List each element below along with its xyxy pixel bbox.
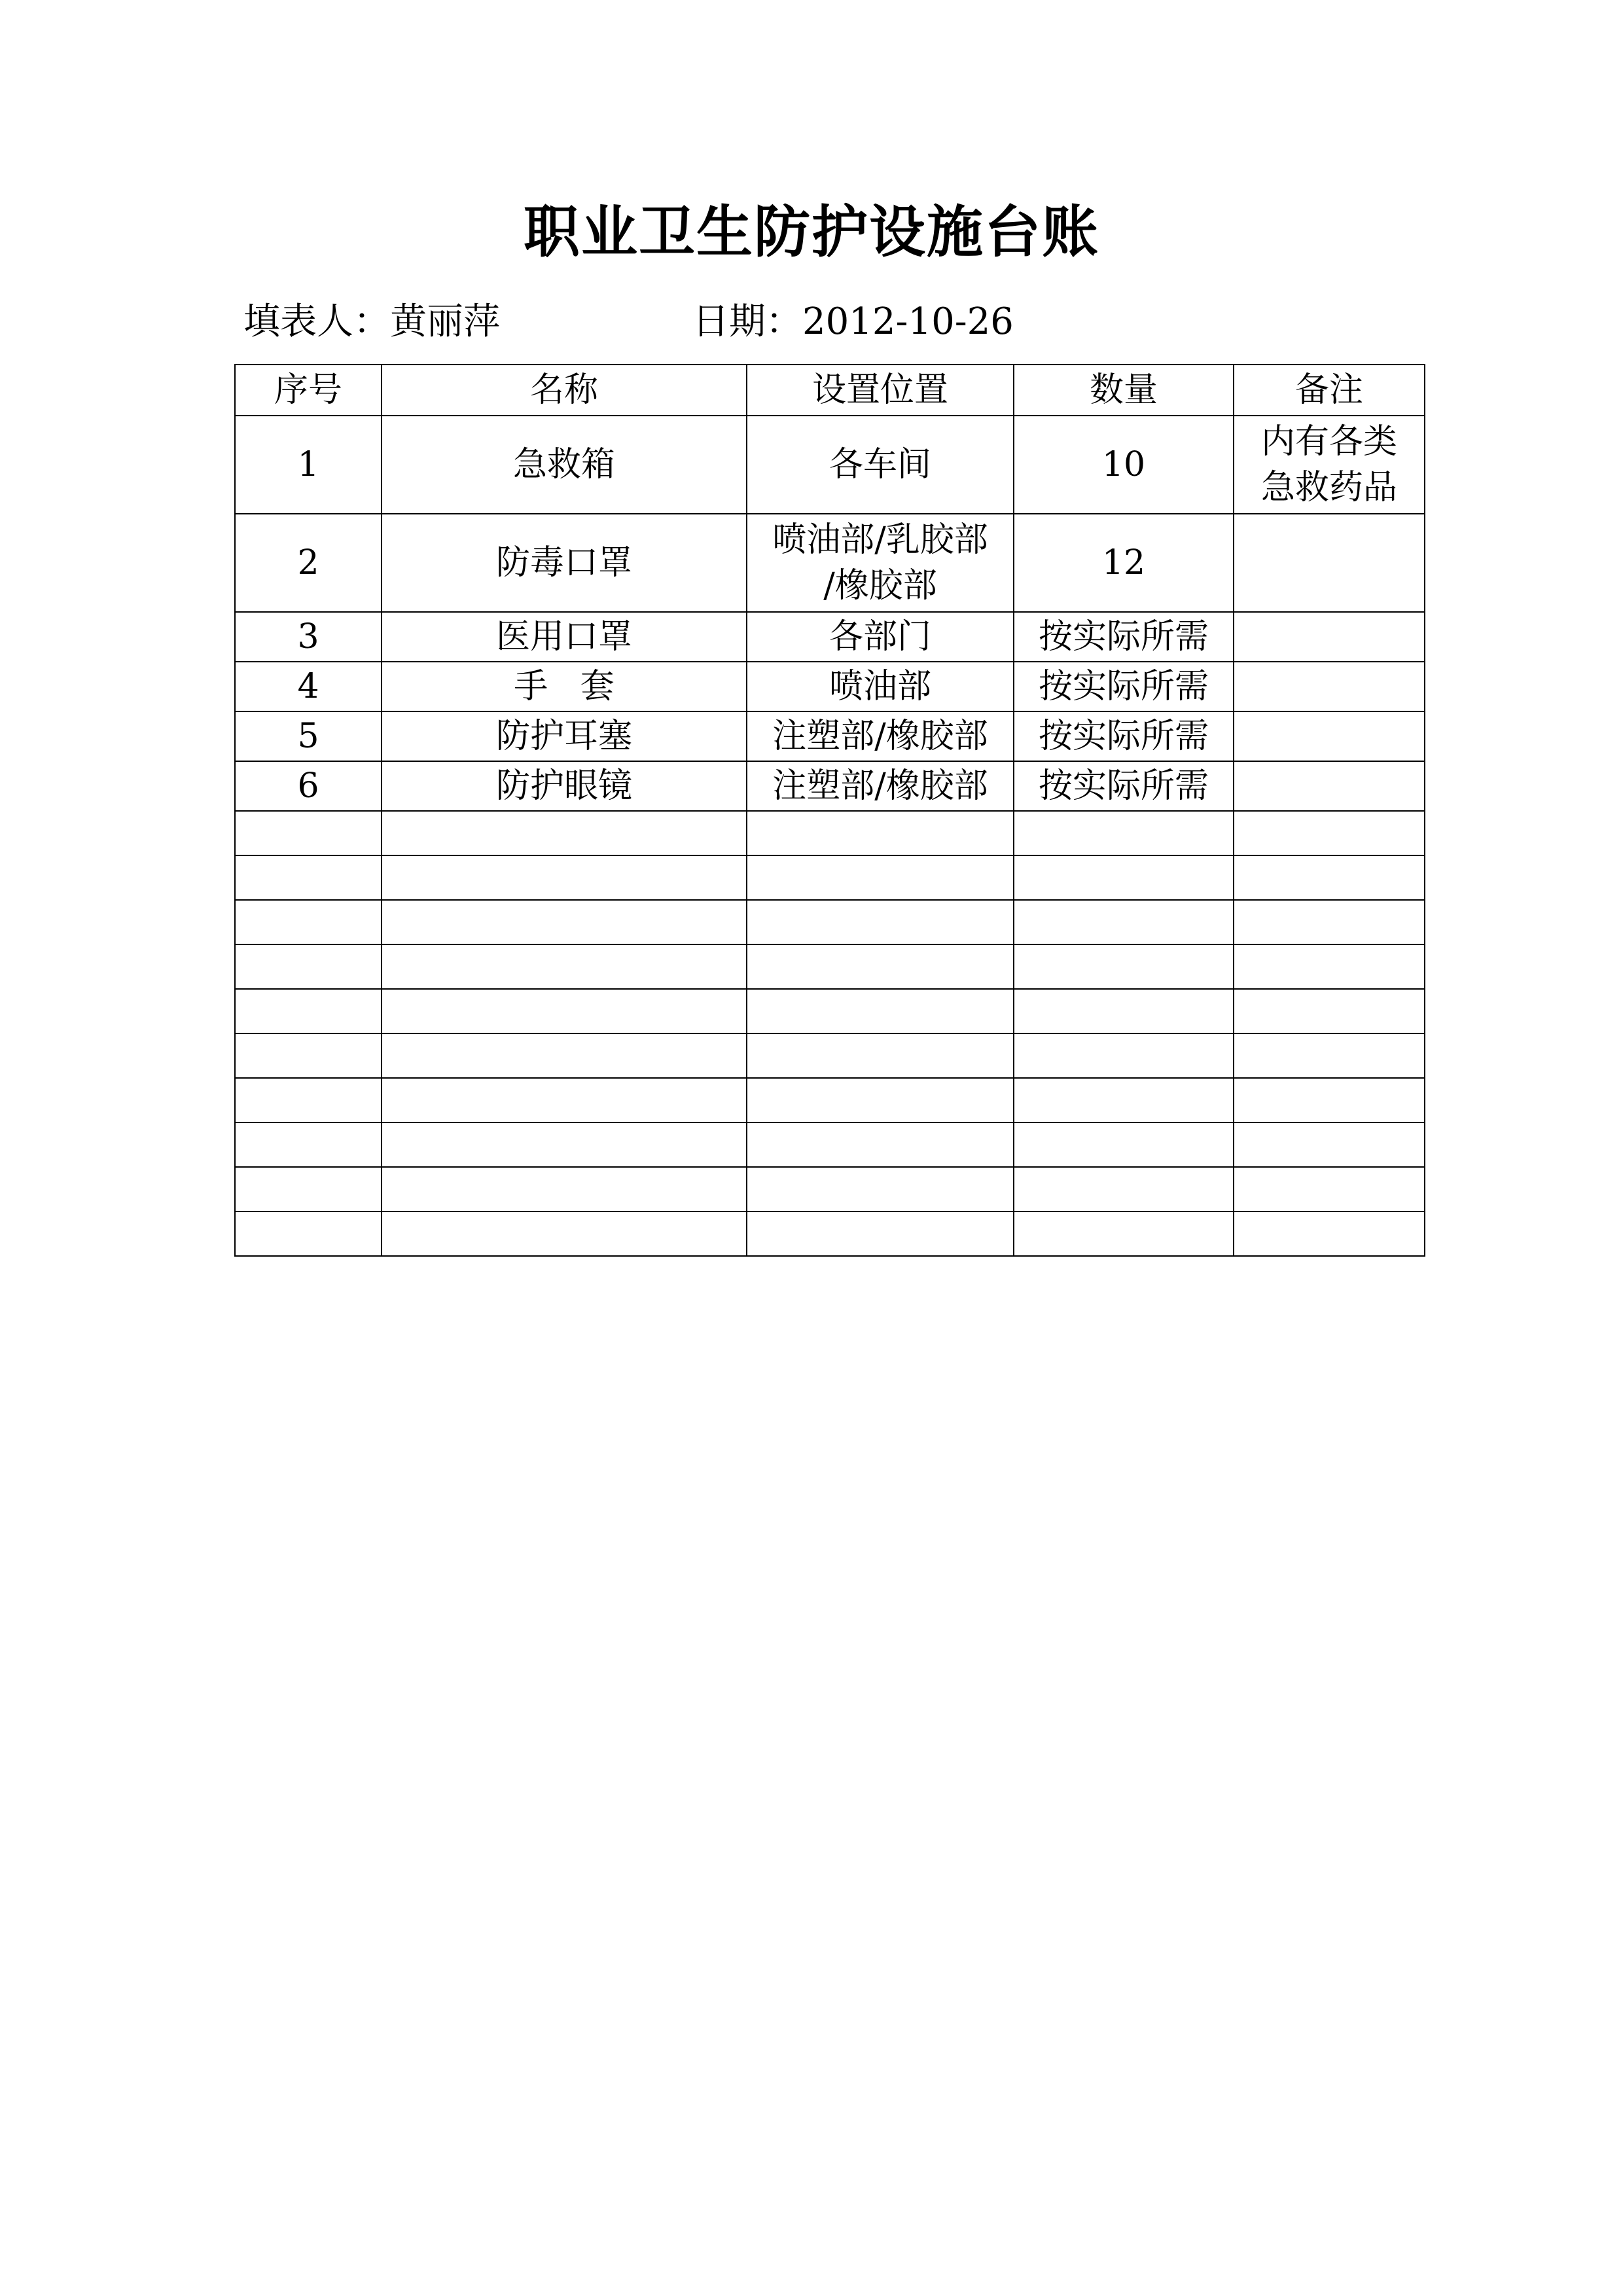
cell-serial: 4 xyxy=(235,662,382,711)
empty-cell xyxy=(1234,855,1425,900)
empty-cell xyxy=(1234,1167,1425,1211)
empty-cell xyxy=(382,944,747,989)
cell-name: 防护眼镜 xyxy=(382,761,747,811)
cell-location: 喷油部 xyxy=(747,662,1014,711)
empty-cell xyxy=(235,1167,382,1211)
empty-table-row xyxy=(235,855,1425,900)
table-row xyxy=(235,416,1425,514)
empty-cell xyxy=(747,811,1014,855)
empty-cell xyxy=(1014,989,1234,1033)
empty-cell xyxy=(235,989,382,1033)
empty-cell xyxy=(1234,1211,1425,1256)
empty-cell xyxy=(382,1211,747,1256)
empty-cell xyxy=(235,900,382,944)
table-row xyxy=(235,514,1425,612)
header-location: 设置位置 xyxy=(747,365,1014,416)
table-row xyxy=(235,761,1425,811)
empty-table-row xyxy=(235,1078,1425,1122)
empty-cell xyxy=(382,989,747,1033)
cell-location xyxy=(747,514,1014,612)
cell-quantity: 按实际所需 xyxy=(1014,662,1234,711)
empty-cell xyxy=(1234,1122,1425,1167)
cell-quantity: 按实际所需 xyxy=(1014,761,1234,811)
header-quantity: 数量 xyxy=(1014,365,1234,416)
empty-cell xyxy=(382,1033,747,1078)
cell-name: 急救箱 xyxy=(382,416,747,514)
cell-name: 防毒口罩 xyxy=(382,514,747,612)
empty-cell xyxy=(1014,811,1234,855)
empty-cell xyxy=(1014,1078,1234,1122)
empty-cell xyxy=(1234,989,1425,1033)
empty-cell xyxy=(382,855,747,900)
cell-serial: 3 xyxy=(235,612,382,662)
empty-cell xyxy=(747,1211,1014,1256)
empty-cell xyxy=(747,1033,1014,1078)
table-header-row xyxy=(235,365,1425,416)
empty-cell xyxy=(747,855,1014,900)
header-remarks: 备注 xyxy=(1234,365,1425,416)
table-row xyxy=(235,612,1425,662)
table-row xyxy=(235,711,1425,761)
empty-cell xyxy=(235,811,382,855)
cell-location: 各车间 xyxy=(747,416,1014,514)
cell-remarks xyxy=(1234,612,1425,662)
cell-serial: 2 xyxy=(235,514,382,612)
table-row xyxy=(235,662,1425,711)
remarks-text: 内有各类 急救药品 xyxy=(1260,422,1397,507)
empty-cell xyxy=(747,944,1014,989)
empty-cell xyxy=(235,1033,382,1078)
empty-cell xyxy=(1014,900,1234,944)
empty-cell xyxy=(1234,1078,1425,1122)
location-text: 喷油部/乳胶部 /橡胶部 xyxy=(772,520,988,605)
empty-cell xyxy=(747,1122,1014,1167)
cell-remarks xyxy=(1234,761,1425,811)
empty-table-row xyxy=(235,811,1425,855)
empty-cell xyxy=(382,1122,747,1167)
empty-table-row xyxy=(235,900,1425,944)
empty-cell xyxy=(235,1078,382,1122)
cell-quantity: 10 xyxy=(1014,416,1234,514)
cell-location: 注塑部/橡胶部 xyxy=(747,711,1014,761)
cell-location: 各部门 xyxy=(747,612,1014,662)
cell-remarks xyxy=(1234,662,1425,711)
document-title: 职业卫生防护设施台账 xyxy=(524,199,1099,265)
empty-cell xyxy=(1014,1167,1234,1211)
cell-remarks xyxy=(1234,514,1425,612)
empty-cell xyxy=(1014,1122,1234,1167)
empty-cell xyxy=(1234,1033,1425,1078)
empty-cell xyxy=(1234,900,1425,944)
empty-cell xyxy=(382,900,747,944)
empty-cell xyxy=(235,1211,382,1256)
cell-serial: 1 xyxy=(235,416,382,514)
cell-location: 注塑部/橡胶部 xyxy=(747,761,1014,811)
empty-cell xyxy=(1014,1033,1234,1078)
empty-cell xyxy=(747,989,1014,1033)
empty-cell xyxy=(1234,944,1425,989)
header-serial: 序号 xyxy=(235,365,382,416)
empty-cell xyxy=(235,1122,382,1167)
empty-cell xyxy=(747,1167,1014,1211)
cell-remarks xyxy=(1234,711,1425,761)
empty-cell xyxy=(382,1078,747,1122)
empty-table-row xyxy=(235,944,1425,989)
empty-cell xyxy=(1014,944,1234,989)
empty-cell xyxy=(382,811,747,855)
cell-serial: 5 xyxy=(235,711,382,761)
empty-cell xyxy=(235,944,382,989)
empty-cell xyxy=(747,1078,1014,1122)
empty-table-row xyxy=(235,1122,1425,1167)
cell-name: 手 套 xyxy=(382,662,747,711)
empty-table-row xyxy=(235,1167,1425,1211)
ledger-table xyxy=(234,364,1425,1257)
cell-quantity: 按实际所需 xyxy=(1014,612,1234,662)
empty-table-row xyxy=(235,1211,1425,1256)
cell-remarks xyxy=(1234,416,1425,514)
cell-name: 防护耳塞 xyxy=(382,711,747,761)
filler-label: 填表人：黄丽萍 xyxy=(243,300,500,343)
empty-cell xyxy=(382,1167,747,1211)
cell-serial: 6 xyxy=(235,761,382,811)
cell-name: 医用口罩 xyxy=(382,612,747,662)
cell-quantity: 按实际所需 xyxy=(1014,711,1234,761)
empty-table-row xyxy=(235,989,1425,1033)
empty-rows-group xyxy=(235,811,1425,1256)
date-label: 日期：2012-10-26 xyxy=(692,300,1014,343)
empty-cell xyxy=(1014,855,1234,900)
empty-cell xyxy=(747,900,1014,944)
header-name: 名称 xyxy=(382,365,747,416)
empty-cell xyxy=(235,855,382,900)
cell-quantity: 12 xyxy=(1014,514,1234,612)
empty-cell xyxy=(1014,1211,1234,1256)
empty-table-row xyxy=(235,1033,1425,1078)
empty-cell xyxy=(1234,811,1425,855)
